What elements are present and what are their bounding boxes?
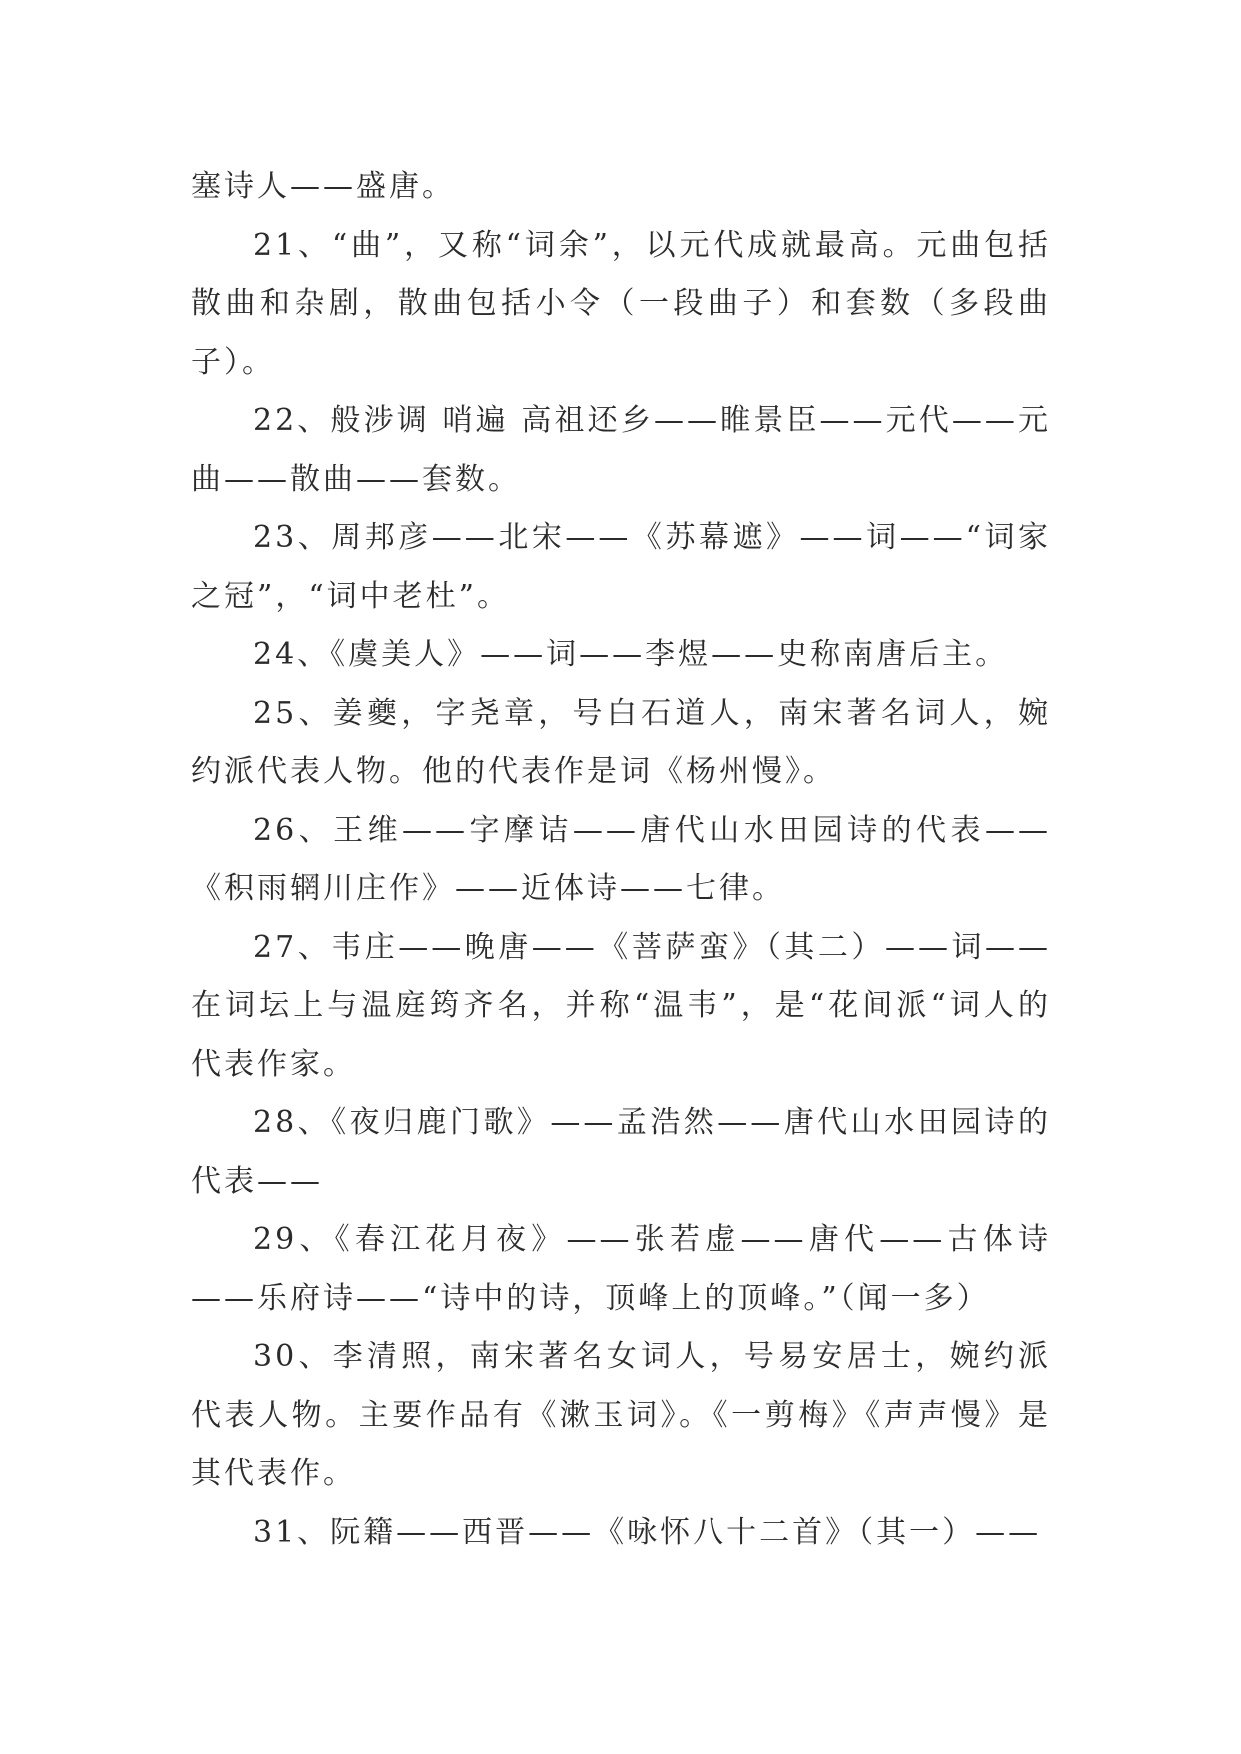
paragraph-item-27: 27、韦庄——晚唐——《菩萨蛮》（其二）——词——在词坛上与温庭筠齐名，并称“温韦”，是“花间派“词人的代表作家。 xyxy=(191,929,1051,1082)
paragraph-item-24: 24、《虞美人》——词——李煜——史称南唐后主。 xyxy=(253,637,1009,672)
paragraph-item-22: 22、般涉调 哨遍 高祖还乡——睢景臣——元代——元曲——散曲——套数。 xyxy=(191,403,1051,497)
paragraph-item-25: 25、姜夔，字尧章，号白石道人，南宋著名词人，婉约派代表人物。他的代表作是词《杨州慢》。 xyxy=(191,695,1051,789)
paragraph-item-30: 30、李清照，南宋著名女词人，号易安居士，婉约派代表人物。主要作品有《漱玉词》。《一剪梅》《声声慢》是其代表作。 xyxy=(191,1339,1051,1491)
paragraph-item-29: 29、《春江花月夜》——张若虚——唐代——古体诗——乐府诗——“诗中的诗，顶峰上的顶峰。”（闻一多） xyxy=(191,1222,1051,1316)
document-body xyxy=(191,158,1051,1562)
paragraph-item-21: 21、“曲”，又称“词余”，以元代成就最高。元曲包括散曲和杂剧，散曲包括小令（一段曲子）和套数（多段曲子）。 xyxy=(191,227,1051,380)
paragraph-item-31: 31、阮籍——西晋——《咏怀八十二首》（其一）—— xyxy=(253,1514,1042,1550)
paragraph-item-28: 28、《夜归鹿门歌》——孟浩然——唐代山水田园诗的代表—— xyxy=(191,1105,1051,1199)
paragraph-continuation: 塞诗人——盛唐。 xyxy=(191,169,455,204)
paragraph-item-23: 23、周邦彦——北宋——《苏幕遮》——词——“词家之冠”，“词中老杜”。 xyxy=(191,520,1051,614)
paragraph-item-26: 26、王维——字摩诘——唐代山水田园诗的代表——《积雨辋川庄作》——近体诗——七律。 xyxy=(191,812,1051,906)
